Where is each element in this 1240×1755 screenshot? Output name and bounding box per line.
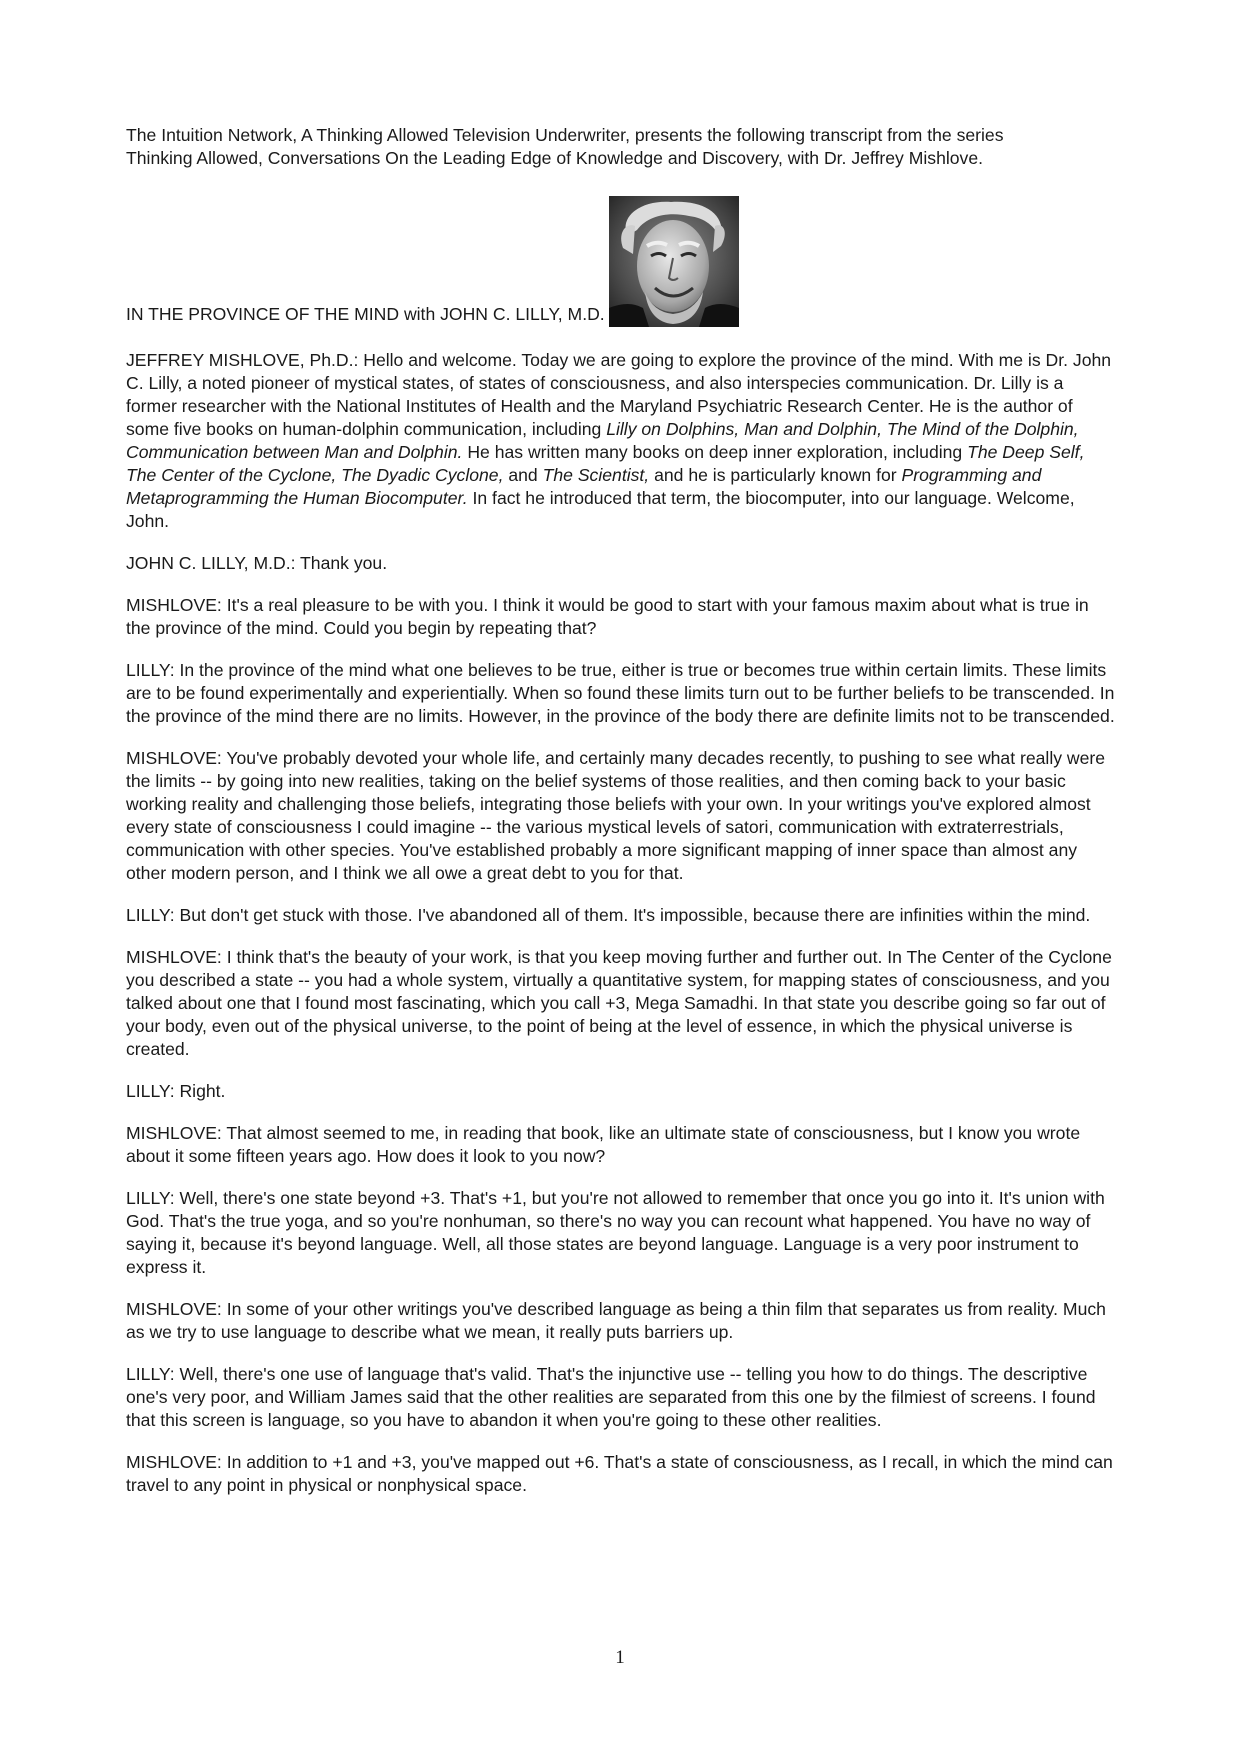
paragraph-text: and — [503, 465, 543, 485]
paragraph-text: MISHLOVE: It's a real pleasure to be with you. I think it would be good to start with your famous maxim about what is true in the province of the mind. Could you begin by repeating that? — [126, 595, 1089, 638]
paragraph-text: MISHLOVE: You've probably devoted your whole life, and certainly many decades recently, to pushing to see what really were the limits -- by going into new realities, taking on the belief systems of those realities, and then coming back to your basic working reality and challenging those beliefs, integrating those beliefs with your own. In your writings you've explored almost every state of consciousness I could imagine -- the various mystical levels of satori, communication with extraterrestrials, communication with other species. You've established probably a more significant mapping of inner space than almost any other modern person, and I think we all owe a great debt to you for that. — [126, 748, 1106, 883]
transcript-paragraph — [126, 946, 1116, 1061]
title-row — [126, 196, 1116, 327]
paragraph-text: JOHN C. LILLY, M.D.: Thank you. — [126, 553, 388, 573]
portrait-photo-icon — [609, 196, 739, 327]
paragraph-text: MISHLOVE: In addition to +1 and +3, you've mapped out +6. That's a state of consciousness, as I recall, in which the mind can travel to any point in physical or nonphysical space. — [126, 1452, 1113, 1495]
paragraph-text: LILLY: Right. — [126, 1081, 226, 1101]
paragraph-text: LILLY: But don't get stuck with those. I've abandoned all of them. It's impossible, because there are infinities within the mind. — [126, 905, 1091, 925]
book-title-text: Lilly on Dolphins, Man and Dolphin, The Mind of the Dolphin, Communication between Man and Dolphin. — [126, 419, 1079, 462]
book-title-text: The Scientist, — [542, 465, 650, 485]
transcript-paragraph — [126, 594, 1116, 640]
page-number: 1 — [615, 1647, 625, 1668]
transcript-paragraph — [126, 747, 1116, 885]
transcript-paragraph — [126, 904, 1116, 927]
paragraph-text: In fact he introduced that term, the biocomputer, into our language. Welcome, John. — [126, 488, 1075, 531]
series-intro-line-2: Thinking Allowed, Conversations On the Leading Edge of Knowledge and Discovery, with Dr. Jeffrey Mishlove. — [126, 148, 984, 168]
transcript-paragraph — [126, 659, 1116, 728]
paragraph-text: He has written many books on deep inner exploration, including — [462, 442, 968, 462]
transcript-paragraph — [126, 349, 1116, 533]
transcript-paragraph — [126, 1451, 1116, 1497]
paragraph-text: LILLY: Well, there's one state beyond +3. That's +1, but you're not allowed to remember that once you go into it. It's union with God. That's the true yoga, and so you're nonhuman, so there's no way you can recount what happened. You have no way of saying it, because it's beyond language. Well, all those states are beyond language. Language is a very poor instrument to express it. — [126, 1188, 1105, 1277]
transcript-paragraph — [126, 552, 1116, 575]
transcript-paragraph — [126, 1298, 1116, 1344]
paragraph-text: LILLY: In the province of the mind what one believes to be true, either is true or becomes true within certain limits. These limits are to be found experimentally and experientially. When so found these limits turn out to be further beliefs to be transcended. In the province of the mind there are no limits. However, in the province of the body there are definite limits not to be transcended. — [126, 660, 1115, 726]
paragraph-text: MISHLOVE: I think that's the beauty of your work, is that you keep moving further and further out. In The Center of the Cyclone you described a state -- you had a whole system, virtually a quantitative system, for mapping states of consciousness, and you talked about one that I found most fascinating, which you call +3, Mega Samadhi. In that state you describe going so far out of your body, even out of the physical universe, to the point of being at the level of essence, in which the physical universe is created. — [126, 947, 1112, 1059]
paragraph-text: LILLY: Well, there's one use of language that's valid. That's the injunctive use -- telling you how to do things. The descriptive one's very poor, and William James said that the other realities are separated from this one by the filmiest of screens. I found that this screen is language, so you have to abandon it when you're going to these other realities. — [126, 1364, 1096, 1430]
document-page — [126, 124, 1116, 1516]
transcript-paragraph — [126, 1080, 1116, 1103]
series-intro — [126, 124, 1116, 170]
paragraph-text: JEFFREY MISHLOVE, Ph.D.: Hello and welcome. Today we are going to explore the province of the mind. With me is Dr. John C. Lilly, a noted pioneer of mystical states, of states of consciousness, and also interspecies communication. Dr. Lilly is a former researcher with the National Institutes of Health and the Maryland Psychiatric Research Center. He is the author of some five books on human-dolphin communication, including — [126, 350, 1112, 439]
transcript-paragraph — [126, 1363, 1116, 1432]
transcript-paragraph — [126, 1122, 1116, 1168]
paragraph-text: MISHLOVE: That almost seemed to me, in reading that book, like an ultimate state of consciousness, but I know you wrote about it some fifteen years ago. How does it look to you now? — [126, 1123, 1081, 1166]
book-title-text: The Deep Self, The Center of the Cyclone, The Dyadic Cyclone, — [126, 442, 1085, 485]
series-intro-line-1: The Intuition Network, A Thinking Allowed Television Underwriter, presents the following transcript from the series — [126, 125, 1004, 145]
paragraph-text: MISHLOVE: In some of your other writings you've described language as being a thin film that separates us from reality. Much as we try to use language to describe what we mean, it really puts barriers up. — [126, 1299, 1106, 1342]
transcript-paragraph — [126, 1187, 1116, 1279]
book-title-text: Programming and Metaprogramming the Human Biocomputer. — [126, 465, 1042, 508]
paragraph-text: and he is particularly known for — [649, 465, 902, 485]
transcript-title: IN THE PROVINCE OF THE MIND with JOHN C. LILLY, M.D. — [126, 304, 605, 324]
transcript-body — [126, 349, 1116, 1497]
